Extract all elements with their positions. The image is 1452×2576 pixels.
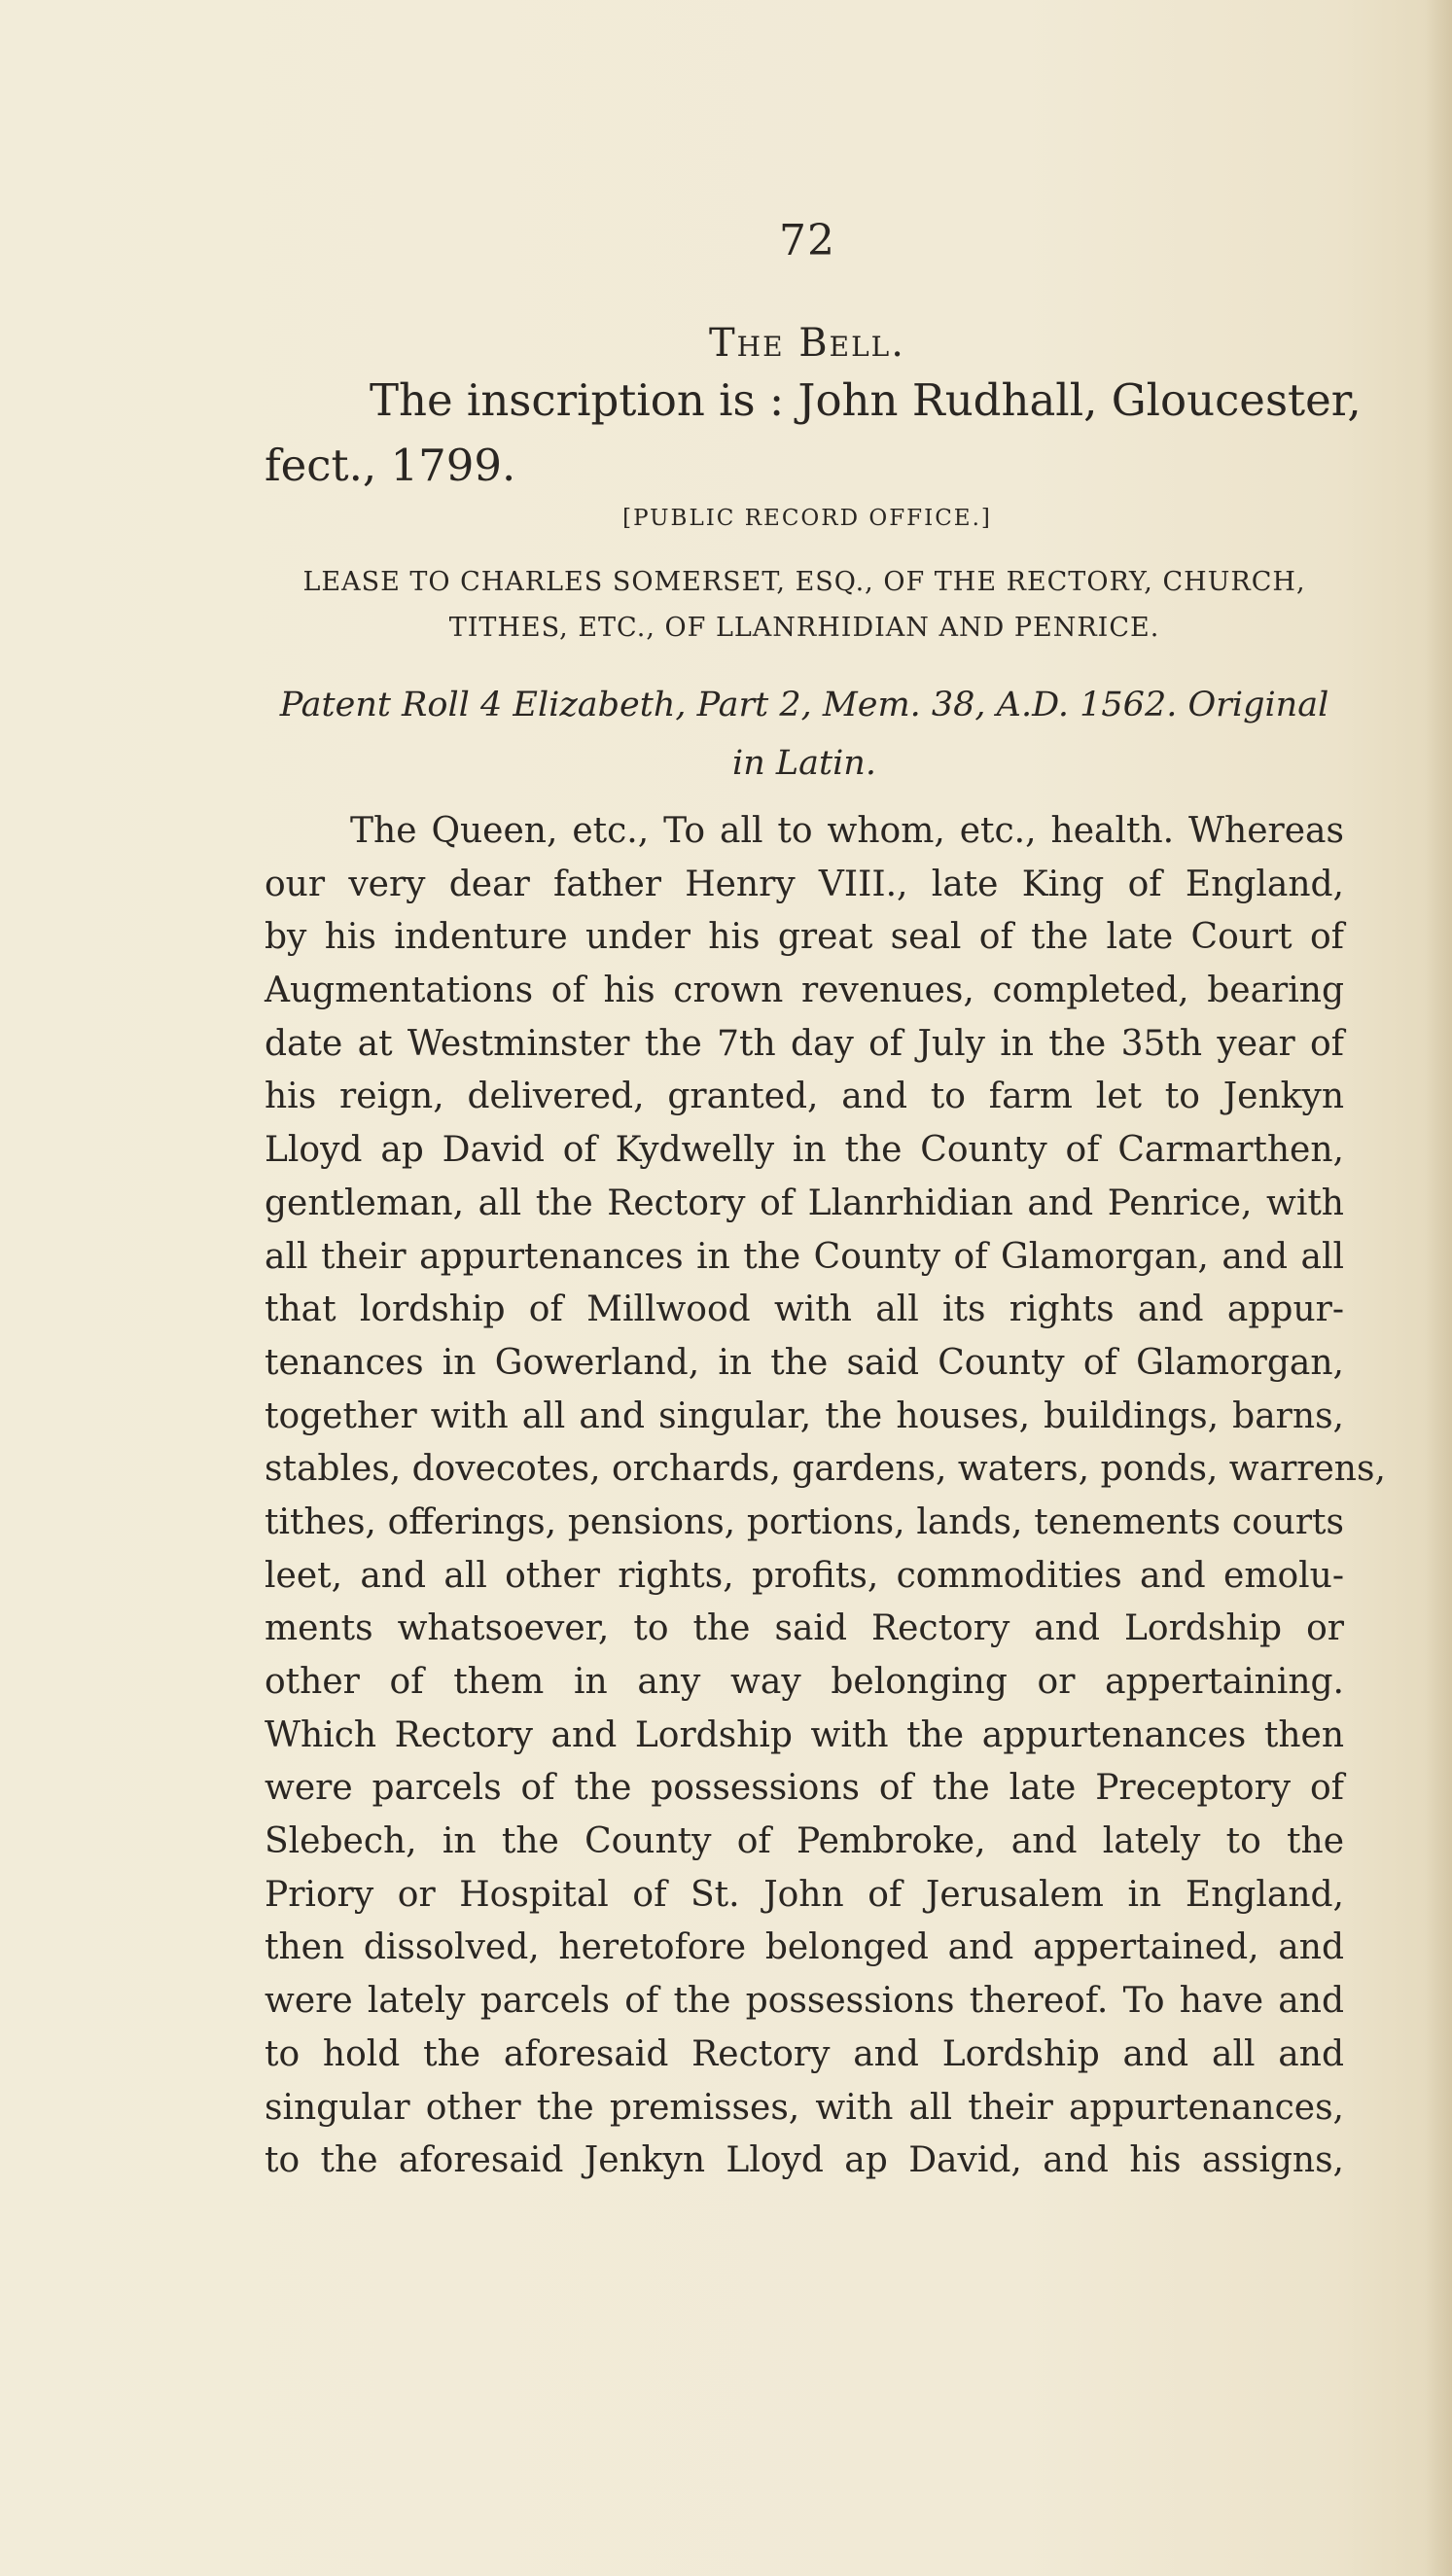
- body-line: date at Westminster the 7th day of July in the 35th year of: [265, 1023, 1344, 1064]
- body-line: tenances in Gowerland, in the said County of Glamorgan,: [265, 1342, 1344, 1383]
- body-line: stables, dovecotes, orchards, gardens, waters, ponds, warrens,: [265, 1449, 1386, 1490]
- body-line: together with all and singular, the houses, buildings, barns,: [265, 1395, 1344, 1436]
- body-line: his reign, delivered, granted, and to farm let to Jenkyn: [265, 1076, 1344, 1117]
- body-line: other of them in any way belonging or appertaining.: [265, 1662, 1344, 1702]
- body-line: our very dear father Henry VIII., late King of England,: [265, 864, 1344, 904]
- citation: Patent Roll 4 Elizabeth, Part 2, Mem. 38, A.D. 1562. Original in Latin.: [279, 686, 1329, 783]
- body-line: were parcels of the possessions of the late Preceptory of: [265, 1768, 1344, 1809]
- body-line: singular other the premisses, with all their appurtenances,: [265, 2087, 1344, 2128]
- body-line: Lloyd ap David of Kydwelly in the County of Carmarthen,: [265, 1130, 1344, 1171]
- page-number: 72: [779, 216, 835, 265]
- body-line: Which Rectory and Lordship with the appurtenances then: [265, 1714, 1344, 1755]
- body-line: ments whatsoever, to the said Rectory and Lordship or: [265, 1608, 1344, 1649]
- body-line: then dissolved, heretofore belonged and appertained, and: [265, 1927, 1344, 1968]
- section-heading: The Bell.: [709, 321, 905, 366]
- body-line: tithes, offerings, pensions, portions, lands, tenements courts: [265, 1501, 1344, 1542]
- body-line: to hold the aforesaid Rectory and Lordship and all and: [265, 2033, 1344, 2074]
- body-line: to the aforesaid Jenkyn Lloyd ap David, and his assigns,: [265, 2140, 1344, 2181]
- body-line: gentleman, all the Rectory of Llanrhidian and Penrice, with: [265, 1182, 1344, 1223]
- inscription-line-2: fect., 1799.: [265, 440, 516, 491]
- document-title: LEASE TO CHARLES SOMERSET, ESQ., OF THE RECTORY, CHURCH, TITHES, ETC., OF LLANRHIDIAN AND PENRICE.: [302, 567, 1306, 643]
- body-line: by his indenture under his great seal of the late Court of: [265, 917, 1344, 958]
- page-edge-shadow: [1425, 0, 1452, 2576]
- record-office-label: [PUBLIC RECORD OFFICE.]: [622, 506, 992, 531]
- body-line: The Queen, etc., To all to whom, etc., health. Whereas: [350, 811, 1344, 851]
- body-line: Priory or Hospital of St. John of Jerusalem in England,: [265, 1874, 1344, 1915]
- body-text: [265, 805, 1386, 2188]
- body-line: were lately parcels of the possessions thereof. To have and: [265, 1981, 1344, 2022]
- inscription-line-1: The inscription is : John Rudhall, Gloucester,: [370, 374, 1362, 426]
- body-line: leet, and all other rights, profits, commodities and emolu-: [265, 1555, 1344, 1596]
- body-line: Augmentations of his crown revenues, completed, bearing: [265, 970, 1344, 1011]
- body-line: that lordship of Millwood with all its rights and appur-: [265, 1289, 1344, 1330]
- body-line: Slebech, in the County of Pembroke, and lately to the: [265, 1821, 1344, 1862]
- body-line: all their appurtenances in the County of Glamorgan, and all: [265, 1236, 1344, 1277]
